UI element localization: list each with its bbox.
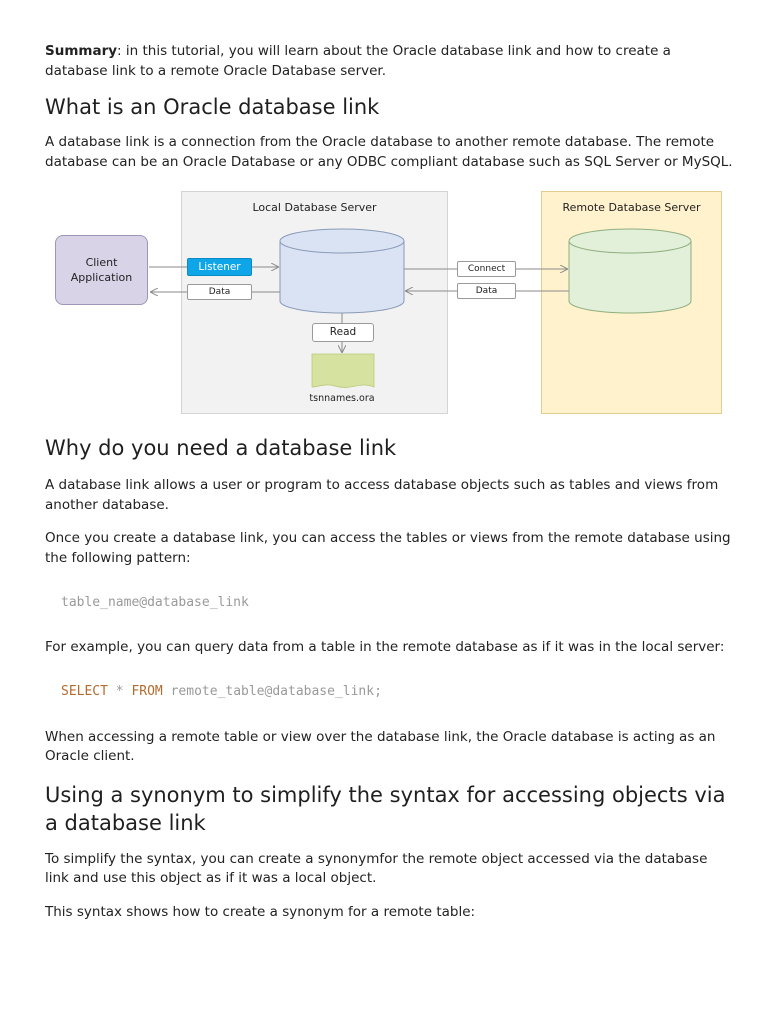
local-database-cylinder (280, 229, 404, 313)
db-link-diagram (50, 189, 730, 417)
summary-label: Summary (45, 43, 118, 59)
summary-text: : in this tutorial, you will learn about the Oracle database link and how to create a database link to a remote Oracle Database server. (45, 43, 671, 79)
listener-label: Listener (187, 258, 252, 276)
code-select-example (45, 684, 735, 699)
why-paragraph-1: A database link allows a user or program to access database objects such as tables and views from another database. (45, 477, 719, 513)
synonym-paragraph-2: This syntax shows how to create a synonym for a remote table: (45, 903, 476, 920)
remote-server-title: Remote Database Server (562, 201, 701, 214)
summary-paragraph (45, 42, 735, 81)
example-paragraph: For example, you can query data from a table in the remote database as if it was in the local server: (45, 639, 725, 655)
read-label: Read (312, 323, 374, 342)
code-keyword-from: FROM (131, 683, 163, 699)
heading-synonym: Using a synonym to simplify the syntax for accessing objects via a database link (45, 782, 726, 835)
diagram-graphics (50, 189, 730, 417)
client-label-line2: Application (70, 271, 133, 284)
code-pattern: table_name@database_link (61, 595, 249, 610)
code-keyword-select: SELECT (61, 683, 108, 699)
why-paragraph-2: Once you create a database link, you can access the tables or views from the remote database using the following pattern: (45, 530, 731, 566)
connect-label: Connect (457, 261, 516, 277)
code-remote-table: remote_table@database_link; (170, 683, 382, 699)
client-paragraph: When accessing a remote table or view over the database link, the Oracle database is acting as an Oracle client. (45, 728, 716, 764)
synonym-paragraph-1: To simplify the syntax, you can create a synonymfor the remote object accessed via the database link and use this object as if it was a local object. (45, 850, 708, 886)
tnsnames-file-icon (312, 354, 374, 387)
data-label-left: Data (187, 284, 252, 300)
client-label-line1: Client (85, 256, 118, 269)
tnsnames-label: tsnnames.ora (309, 393, 375, 404)
db-link-definition: A database link is a connection from the Oracle database to another remote database. The remote database can be an Oracle Database or any ODBC compliant database such as SQL Server or MySQL. (45, 134, 733, 170)
data-label-right: Data (457, 283, 516, 299)
local-server-title: Local Database Server (252, 201, 377, 214)
heading-why-db-link: Why do you need a database link (45, 436, 397, 460)
article (45, 42, 735, 922)
client-application-box (55, 235, 148, 305)
remote-database-cylinder (569, 229, 691, 313)
heading-what-is-db-link: What is an Oracle database link (45, 95, 380, 119)
code-star: * (115, 683, 124, 699)
